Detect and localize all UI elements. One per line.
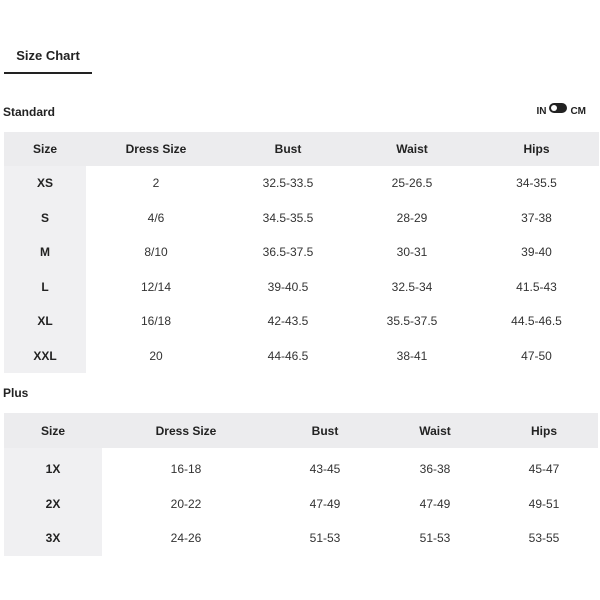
size-cell: 2X (4, 487, 102, 522)
size-cell: L (4, 270, 86, 305)
bust-cell: 36.5-37.5 (262, 245, 314, 260)
bust-cell: 32.5-33.5 (262, 176, 314, 191)
size-cell: 1X (4, 452, 102, 487)
waist-cell: 28-29 (396, 210, 428, 225)
unit-centimeters-label[interactable]: CM (570, 106, 586, 117)
bust-cell: 43-45 (309, 462, 341, 477)
column-header-size: Size (4, 132, 86, 166)
waist-cell: 47-49 (419, 496, 451, 511)
bust-cell: 34.5-35.5 (262, 210, 314, 225)
unit-toggle[interactable] (536, 101, 586, 117)
table-header-row (4, 132, 599, 166)
plus-size-table (4, 413, 598, 556)
hips-cell: 39-40 (521, 245, 552, 260)
column-header-hips: Hips (474, 132, 599, 166)
column-header-size: Size (4, 413, 102, 448)
column-header-bust: Bust (270, 413, 380, 448)
column-header-dress-size: Dress Size (86, 132, 226, 166)
waist-cell: 25-26.5 (391, 176, 433, 191)
standard-section-label: Standard (3, 105, 56, 119)
hips-cell: 45-47 (528, 462, 560, 477)
column-header-bust: Bust (226, 132, 350, 166)
bust-cell: 44-46.5 (267, 348, 309, 363)
size-cell: XL (4, 304, 86, 339)
switch-knob (551, 105, 557, 111)
column-header-waist: Waist (350, 132, 474, 166)
unit-inches-label[interactable]: IN (536, 106, 547, 117)
dress-size-cell: 16-18 (170, 462, 202, 477)
standard-size-table (4, 132, 599, 373)
dress-size-cell: 8/10 (144, 245, 168, 260)
waist-cell: 36-38 (419, 462, 451, 477)
dress-size-cell: 12/14 (140, 279, 172, 294)
dress-size-cell: 24-26 (170, 531, 202, 546)
column-header-dress-size: Dress Size (102, 413, 270, 448)
dress-size-cell: 16/18 (140, 314, 172, 329)
hips-cell: 34-35.5 (516, 176, 557, 191)
dress-size-cell: 20 (149, 348, 163, 363)
plus-section-label: Plus (3, 386, 29, 400)
hips-cell: 49-51 (528, 496, 560, 511)
size-cell: XS (4, 166, 86, 201)
size-cell: S (4, 201, 86, 236)
bust-cell: 51-53 (309, 531, 341, 546)
hips-cell: 53-55 (528, 531, 560, 546)
table-row (4, 452, 598, 487)
bust-cell: 47-49 (309, 496, 341, 511)
size-cell: M (4, 235, 86, 270)
hips-cell: 47-50 (521, 348, 552, 363)
table-row (4, 304, 599, 339)
table-row (4, 166, 599, 201)
waist-cell: 38-41 (396, 348, 428, 363)
hips-cell: 41.5-43 (516, 279, 557, 294)
waist-cell: 35.5-37.5 (386, 314, 438, 329)
waist-cell: 51-53 (419, 531, 451, 546)
table-row (4, 235, 599, 270)
unit-switch[interactable] (549, 103, 567, 113)
hips-cell: 44.5-46.5 (511, 314, 562, 329)
hips-cell: 37-38 (521, 210, 552, 225)
dress-size-cell: 4/6 (147, 210, 165, 225)
table-row (4, 201, 599, 236)
table-row (4, 270, 599, 305)
column-header-hips: Hips (490, 413, 598, 448)
column-header-waist: Waist (380, 413, 490, 448)
size-cell: XXL (4, 339, 86, 374)
size-chart-tab[interactable]: Size Chart (4, 46, 92, 74)
waist-cell: 30-31 (396, 245, 428, 260)
size-cell: 3X (4, 521, 102, 556)
waist-cell: 32.5-34 (391, 279, 433, 294)
dress-size-cell: 2 (152, 176, 160, 191)
bust-cell: 42-43.5 (267, 314, 309, 329)
table-row (4, 521, 598, 556)
bust-cell: 39-40.5 (267, 279, 309, 294)
table-row (4, 487, 598, 522)
table-row (4, 339, 599, 374)
dress-size-cell: 20-22 (170, 496, 202, 511)
table-header-row (4, 413, 598, 448)
